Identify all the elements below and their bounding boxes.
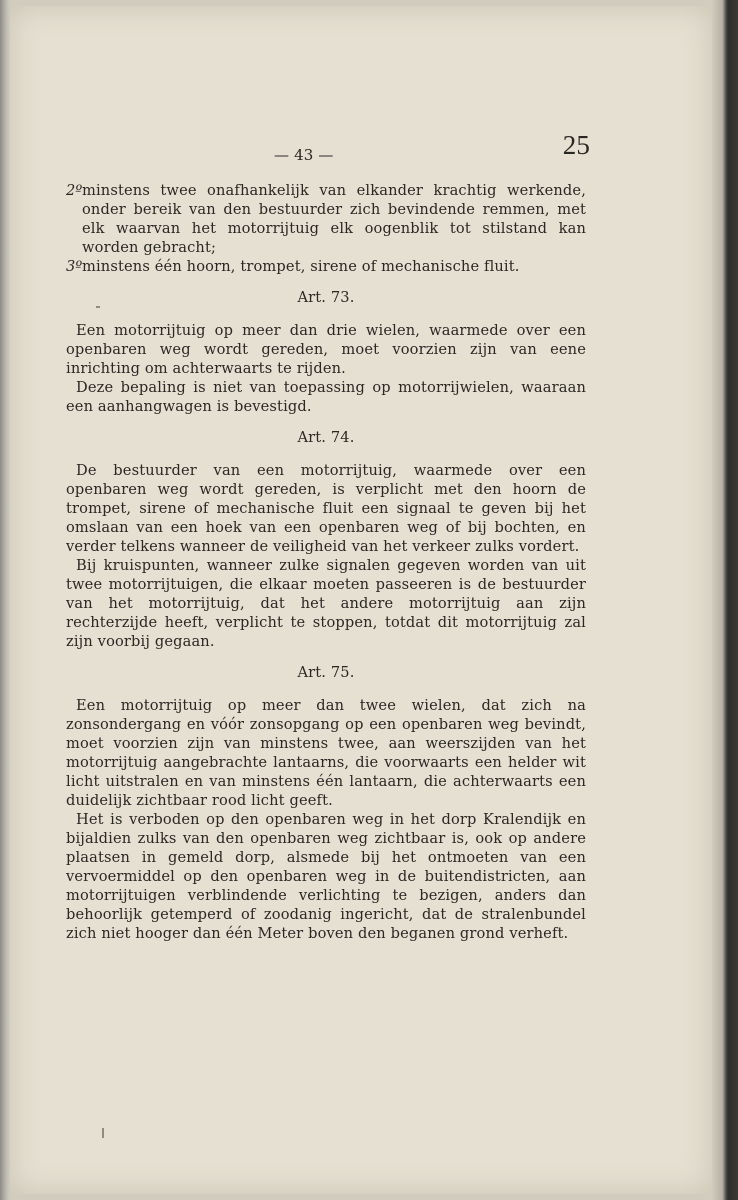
list-item-number: 3º (66, 258, 83, 275)
folio-number: — 43 — (274, 146, 334, 164)
list-item (66, 181, 586, 257)
page-body (66, 181, 586, 943)
list-item (66, 257, 586, 276)
article-74-paragraph: Bij kruispunten, wanneer zulke signalen gegeven worden van uit twee motorrijtuigen, die elkaar moeten passeeren is de bestuurder van het motorrijtuig, dat het andere motorrijtuig aan zijn rechterzijde heeft, verplicht te stoppen, totdat dit motorrijtuig zal zijn voorbij gegaan. (66, 557, 586, 650)
page-number: 25 (562, 130, 590, 160)
ink-speck (96, 306, 100, 308)
page-header (64, 130, 590, 172)
ink-mark (102, 1128, 104, 1138)
page-stack-edge (712, 0, 738, 1200)
article-73-paragraph: Een motorrijtuig op meer dan drie wielen, waarmede over een openbaren weg wordt gereden, moet voorzien zijn van eene inrichting om achterwaarts te rijden. (66, 322, 586, 377)
list-item-number: 2º (66, 182, 83, 199)
article-73-heading: Art. 73. (297, 289, 355, 306)
article-75-paragraph: Het is verboden op den openbaren weg in het dorp Kralendijk en bijaldien zulks van den openbaren weg zichtbaar is, ook op andere plaatsen in gemeld dorp, alsmede bij het ontmoeten van een vervoermiddel op den openbaren weg in de buitendistricten, aan motorrijtuigen verblindende verlichting te bezigen, anders dan behoorlijk getemperd of zoodanig ingericht, dat de stralenbundel zich niet hooger dan één Meter boven den beganen grond verheft. (66, 811, 586, 942)
article-74-heading: Art. 74. (297, 429, 355, 446)
article-74-paragraph: De bestuurder van een motorrijtuig, waarmede over een openbaren weg wordt gereden, is verplicht met den hoorn de trompet, sirene of mechanische fluit een signaal te geven bij het omslaan van een hoek van een openbaren weg of bij bochten, en verder telkens wanneer de veiligheid van het verkeer zulks vordert. (66, 462, 586, 555)
list-item-text: minstens twee onafhankelijk van elkander krachtig werkende, onder bereik van den bestuurder zich bevindende remmen, met elk waarvan het motorrijtuig elk oogenblik tot stilstand kan worden gebracht; (82, 182, 586, 256)
book-spine-edge (0, 0, 10, 1200)
article-73-paragraph: Deze bepaling is niet van toepassing op motorrijwielen, waaraan een aanhangwagen is bevestigd. (66, 379, 586, 415)
article-75-heading: Art. 75. (297, 664, 355, 681)
list-item-text: minstens één hoorn, trompet, sirene of mechanische fluit. (82, 258, 520, 275)
article-75-paragraph: Een motorrijtuig op meer dan twee wielen, dat zich na zonsondergang en vóór zonsopgang op een openbaren weg bevindt, moet voorzien zijn van minstens twee, aan weerszijden van het motorrijtuig aangebrachte lantaarns, die voorwaarts een helder wit licht uitstralen en van minstens één lantaarn, die achterwaarts een duidelijk zichtbaar rood licht geeft. (66, 697, 586, 809)
